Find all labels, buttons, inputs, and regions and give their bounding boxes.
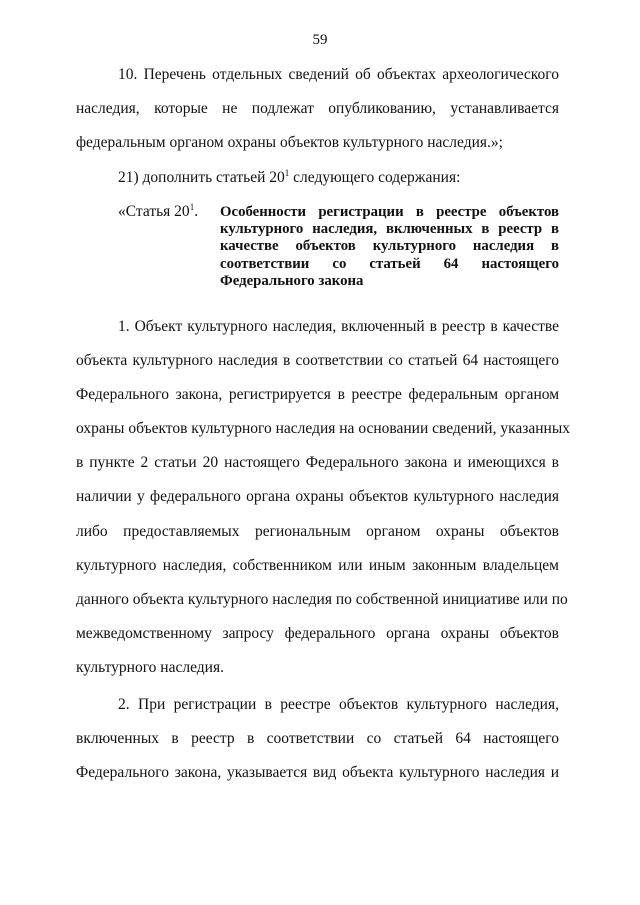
para1-line-9: данного объекта культурного наследия по собственной инициативе или по — [76, 591, 568, 608]
article-label-sup: 1 — [189, 202, 195, 212]
item21-sup: 1 — [284, 168, 290, 178]
article-heading-line-1: Особенности регистрации в реестре объектов — [220, 204, 559, 220]
article-label-text: «Статья 20 — [118, 203, 190, 220]
item21-text-after: следующего содержания: — [289, 169, 461, 186]
para1-line-5: в пункте 2 статьи 20 настоящего Федерального закона и имеющихся в — [76, 454, 559, 471]
article-heading-line-3: качестве объектов культурного наследия в — [220, 238, 559, 254]
article-heading-line-5: Федерального закона — [220, 273, 364, 289]
para1-line-2: объекта культурного наследия в соответствии со статьей 64 настоящего — [76, 352, 559, 369]
article-label-dot: . — [194, 203, 199, 220]
page-number: 59 — [312, 32, 328, 48]
para10-line-2: наследия, которые не подлежат опубликованию, устанавливается — [76, 100, 559, 117]
para1-line-7: либо предоставляемых региональным органом охраны объектов — [76, 523, 559, 540]
article-heading-line-4: соответствии со статьей 64 настоящего — [220, 256, 559, 272]
para1-line-4: охраны объектов культурного наследия на основании сведений, указанных — [76, 420, 570, 437]
para1-line-3: Федерального закона, регистрируется в реестре федеральным органом — [76, 386, 559, 403]
para10-line-1: 10. Перечень отдельных сведений об объектах археологического — [118, 66, 559, 83]
para2-line-1: 2. При регистрации в реестре объектов культурного наследия, — [118, 696, 559, 713]
para1-line-11: культурного наследия. — [76, 659, 224, 676]
article-label — [118, 203, 198, 221]
para10-line-3: федеральным органом охраны объектов культурного наследия.»; — [76, 134, 503, 151]
item21-text: 21) дополнить статьей 20 — [118, 169, 285, 186]
article-heading-line-2: культурного наследия, включенных в реестр в — [220, 221, 559, 237]
para1-line-6: наличии у федерального органа охраны объектов культурного наследия — [76, 488, 559, 505]
item21-line — [118, 169, 460, 187]
para2-line-3: Федерального закона, указывается вид объекта культурного наследия и — [76, 764, 559, 781]
para2-line-2: включенных в реестр в соответствии со статьей 64 настоящего — [76, 730, 559, 747]
para1-line-1: 1. Объект культурного наследия, включенный в реестр в качестве — [118, 318, 559, 335]
para1-line-10: межведомственному запросу федерального органа охраны объектов — [76, 625, 559, 642]
para1-line-8: культурного наследия, собственником или иным законным владельцем — [76, 557, 559, 574]
